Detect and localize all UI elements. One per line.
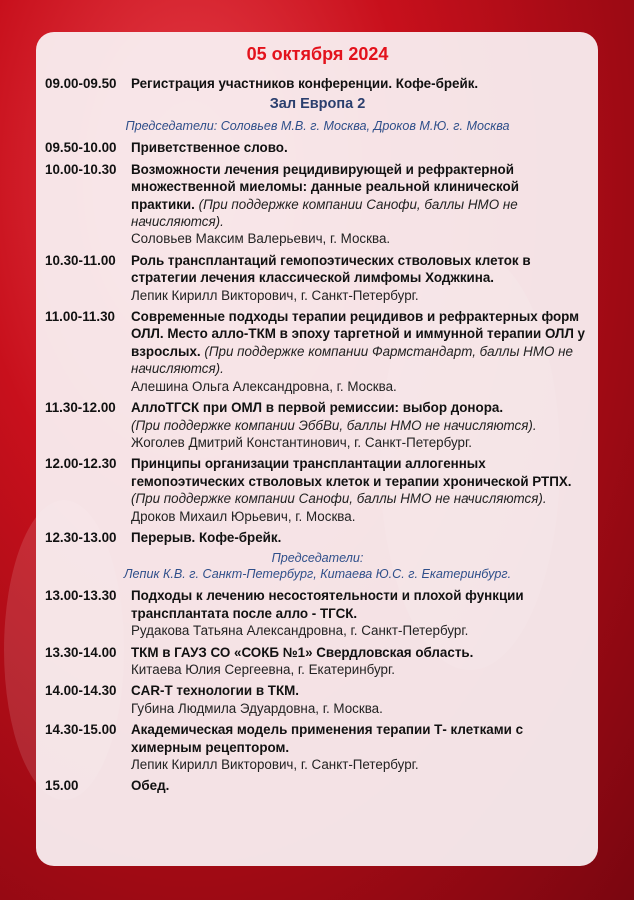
item-time: 14.00-14.30 bbox=[45, 683, 117, 699]
item-speaker: Лепик Кирилл Викторович, г. Санкт-Петербург. bbox=[131, 757, 419, 772]
item-body bbox=[131, 682, 590, 717]
item-body bbox=[131, 75, 590, 92]
item-time: 10.00-10.30 bbox=[45, 161, 117, 177]
item-speaker: Лепик Кирилл Викторович, г. Санкт-Петербург. bbox=[131, 287, 419, 303]
schedule-block bbox=[45, 587, 590, 794]
schedule-item bbox=[45, 721, 590, 773]
item-body bbox=[131, 777, 590, 794]
item-body bbox=[131, 721, 590, 773]
item-time: 11.00-11.30 bbox=[45, 309, 115, 325]
item-body bbox=[131, 529, 590, 546]
item-time: 12.30-13.00 bbox=[45, 529, 117, 545]
schedule-item bbox=[45, 308, 590, 395]
item-speaker: Рудакова Татьяна Александровна, г. Санкт-Петербург. bbox=[131, 623, 469, 639]
item-speaker: Китаева Юлия Сергеевна, г. Екатеринбург. bbox=[131, 661, 395, 677]
schedule-item bbox=[45, 777, 590, 794]
item-time: 15.00 bbox=[45, 778, 79, 794]
schedule-item bbox=[45, 75, 590, 92]
item-title: Возможности лечения рецидивирующей и рефрактерной множественной миеломы: данные реальной клинической практики. bbox=[131, 161, 519, 212]
item-title: Современные подходы терапии рецидивов и рефрактерных форм ОЛЛ. Место алло-ТКМ в эпоху таргетной и иммунной терапии ОЛЛ у взрослых. bbox=[131, 309, 586, 359]
schedule-item bbox=[45, 682, 590, 717]
item-title: Роль трансплантаций гемопоэтических стволовых клеток в стратегии лечения классической лимфомы Ходжкина. bbox=[131, 252, 531, 286]
item-time: 10.30-11.00 bbox=[45, 252, 116, 268]
item-body bbox=[131, 455, 590, 525]
chairs-session-1: Председатели: Соловьев М.В. г. Москва, Дроков М.Ю. г. Москва bbox=[125, 119, 510, 134]
item-body bbox=[131, 587, 590, 639]
schedule-item bbox=[45, 399, 590, 451]
item-time: 14.30-15.00 bbox=[45, 722, 117, 738]
item-body bbox=[131, 161, 590, 248]
item-title: Приветственное слово. bbox=[131, 140, 288, 156]
item-title: АллоТГСК при ОМЛ в первой ремиссии: выбор донора. bbox=[131, 400, 504, 416]
item-title: Подходы к лечению несостоятельности и плохой функции трансплантата после алло - ТГСК. bbox=[131, 588, 524, 621]
program-date: 05 октября 2024 bbox=[246, 44, 389, 64]
schedule-item bbox=[45, 644, 590, 679]
item-speaker: Дроков Михаил Юрьевич, г. Москва. bbox=[131, 508, 356, 524]
schedule-item bbox=[45, 455, 590, 525]
item-time: 12.00-12.30 bbox=[45, 456, 117, 472]
item-body bbox=[131, 139, 590, 156]
chairs-label: Председатели: bbox=[271, 551, 364, 566]
item-title: ТКМ в ГАУЗ СО «СОКБ №1» Свердловская область. bbox=[131, 644, 474, 660]
item-speaker: Жоголев Дмитрий Константинович, г. Санкт-Петербург. bbox=[131, 434, 472, 450]
item-speaker: Соловьев Максим Валерьевич, г. Москва. bbox=[131, 231, 391, 247]
item-time: 13.30-14.00 bbox=[45, 644, 117, 660]
item-body bbox=[131, 308, 590, 395]
item-time: 09.00-09.50 bbox=[45, 76, 117, 91]
item-note: (При поддержке компании Санофи, баллы НМО не начисляются). bbox=[131, 491, 547, 507]
item-time: 11.30-12.00 bbox=[45, 400, 116, 416]
schedule-block bbox=[45, 139, 590, 546]
hall-title: Зал Европа 2 bbox=[269, 96, 366, 113]
item-title: Перерыв. Кофе-брейк. bbox=[131, 529, 282, 545]
item-time: 13.00-13.30 bbox=[45, 588, 117, 604]
item-title: Принципы организации трансплантации аллогенных гемопоэтических стволовых клеток и терапии хронической РТПХ. bbox=[131, 456, 572, 489]
schedule-item bbox=[45, 252, 590, 304]
item-note: (При поддержке компании ЭббВи, баллы НМО не начисляются). bbox=[131, 417, 537, 433]
item-body bbox=[131, 644, 590, 679]
item-title: Академическая модель применения терапии Т- клетками с химерным рецептором. bbox=[131, 722, 524, 755]
schedule-item bbox=[45, 529, 590, 546]
chairs-session-2 bbox=[45, 550, 590, 582]
chairs-names: Лепик К.В. г. Санкт-Петербург, Китаева Ю.С. г. Екатеринбург. bbox=[123, 567, 512, 582]
item-speaker: Губина Людмила Эдуардовна, г. Москва. bbox=[131, 700, 383, 716]
item-title: CAR-T технологии в ТКМ. bbox=[131, 683, 300, 699]
program-panel bbox=[36, 32, 598, 866]
item-title: Регистрация участников конференции. Кофе-брейк. bbox=[131, 76, 479, 91]
item-body bbox=[131, 399, 590, 451]
schedule-item bbox=[45, 587, 590, 639]
schedule-block bbox=[45, 75, 590, 92]
schedule-item bbox=[45, 139, 590, 156]
item-time: 09.50-10.00 bbox=[45, 140, 117, 156]
item-body bbox=[131, 252, 590, 304]
item-title: Обед. bbox=[131, 778, 170, 794]
item-note: (При поддержке компании Санофи, баллы НМО не начисляются). bbox=[131, 196, 518, 230]
item-note: (При поддержке компании Фармстандарт, баллы НМО не начисляются). bbox=[131, 343, 573, 377]
schedule-item bbox=[45, 161, 590, 248]
item-speaker: Алешина Ольга Александровна, г. Москва. bbox=[131, 378, 397, 394]
